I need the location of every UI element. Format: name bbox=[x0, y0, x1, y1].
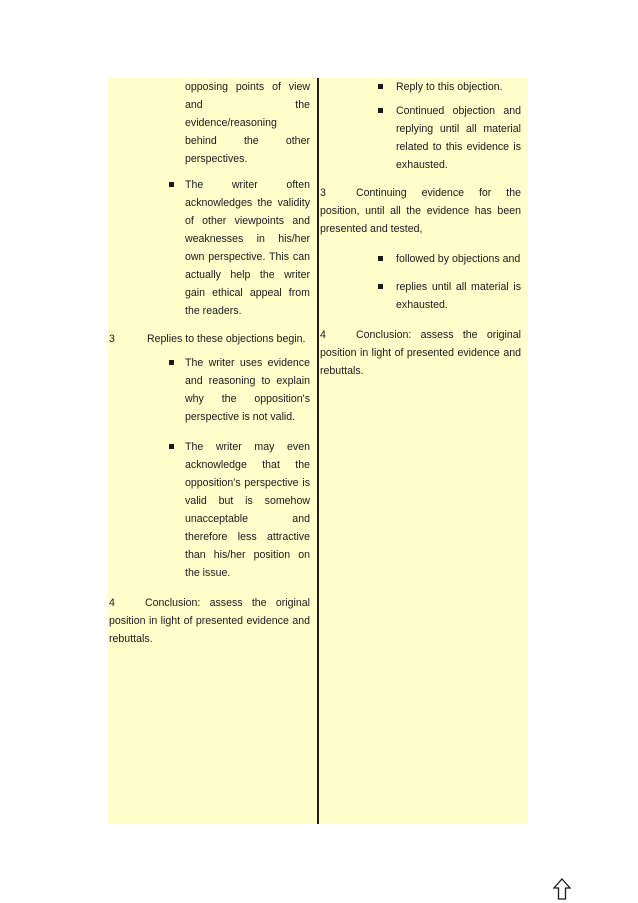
right-bullet-replies bbox=[320, 278, 521, 314]
left-step-3-number: 3 bbox=[109, 333, 115, 345]
left-bullet-may-even-text: The writer may even acknowledge that the opposition's perspective is valid but is somehow unacceptable and therefore less attractive than his/her position on the issue. bbox=[185, 441, 310, 579]
left-step-4 bbox=[109, 594, 310, 648]
right-bullet-reply-text: Reply to this objection. bbox=[396, 81, 503, 93]
bullet-square-icon bbox=[378, 108, 383, 113]
right-bullet-replies-text: replies until all material is exhausted. bbox=[396, 281, 521, 311]
bullet-square-icon bbox=[378, 284, 383, 289]
right-step-4 bbox=[320, 326, 521, 380]
right-bullet-followed-text: followed by objections and bbox=[396, 253, 521, 265]
bullet-square-icon bbox=[378, 256, 383, 261]
left-bullet-evidence bbox=[109, 354, 310, 426]
right-step-3 bbox=[320, 184, 521, 238]
up-arrow-icon[interactable] bbox=[553, 878, 571, 900]
left-column bbox=[109, 78, 310, 648]
bullet-square-icon bbox=[169, 182, 174, 187]
right-bullet-followed bbox=[320, 250, 521, 268]
right-step-4-number: 4 bbox=[320, 329, 326, 341]
bullet-square-icon bbox=[169, 444, 174, 449]
bullet-square-icon bbox=[169, 360, 174, 365]
left-step-3-text: Replies to these objections begin. bbox=[147, 333, 306, 345]
right-bullet-continued-text: Continued objection and replying until all material related to this evidence is exhausted. bbox=[396, 105, 521, 171]
left-bullet-acknowledge-text: The writer often acknowledges the validity of other viewpoints and weaknesses in his/her own perspective. This can actually help the writer gain ethical appeal from the readers. bbox=[185, 179, 310, 317]
right-step-3-text: Continuing evidence for the position, until all the evidence has been presented and tested, bbox=[320, 187, 521, 235]
right-bullet-reply bbox=[320, 78, 521, 96]
right-bullet-continued bbox=[320, 102, 521, 174]
left-continuation-text: opposing points of view and the evidence/reasoning behind the other perspectives. bbox=[185, 81, 310, 165]
left-step-3 bbox=[109, 330, 310, 348]
column-divider bbox=[317, 78, 319, 824]
bullet-square-icon bbox=[378, 84, 383, 89]
left-bullet-acknowledge bbox=[109, 176, 310, 320]
right-column bbox=[320, 78, 521, 380]
left-step-4-number: 4 bbox=[109, 597, 115, 609]
left-bullet-evidence-text: The writer uses evidence and reasoning to explain why the opposition's perspective is not valid. bbox=[185, 357, 310, 423]
comparison-table bbox=[108, 78, 528, 824]
left-step-4-text: Conclusion: assess the original position in light of presented evidence and rebuttals. bbox=[109, 597, 310, 645]
right-step-4-text: Conclusion: assess the original position in light of presented evidence and rebuttals. bbox=[320, 329, 521, 377]
right-step-3-number: 3 bbox=[320, 187, 326, 199]
left-bullet-may-even bbox=[109, 438, 310, 582]
